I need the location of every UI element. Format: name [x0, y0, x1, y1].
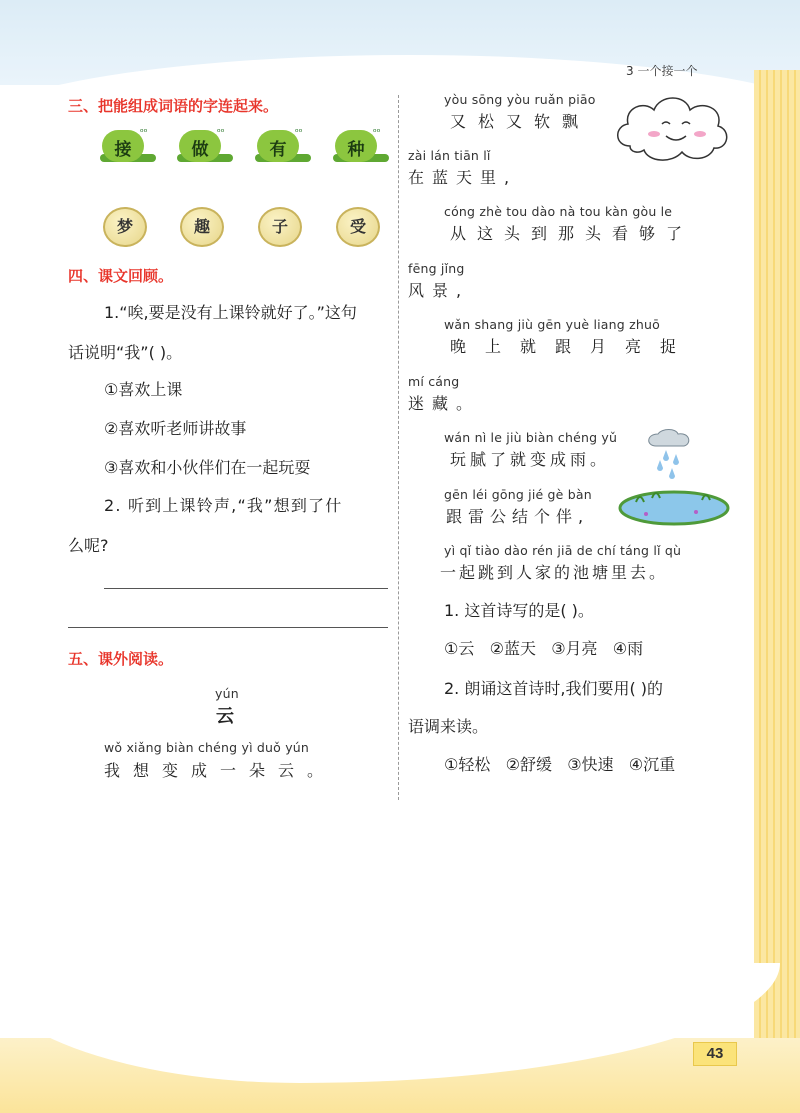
poem-line: 我想变成一朵云。 — [104, 761, 337, 780]
poem-line: 在蓝天里, — [408, 168, 518, 187]
poem-line-pinyin: mí cáng — [408, 374, 460, 389]
page-edge-decoration — [754, 70, 800, 1113]
poem-line: 晚上就跟月亮捉 — [450, 337, 696, 356]
q1-option-2[interactable]: ②喜欢听老师讲故事 — [104, 419, 247, 438]
q1-text-line2: 话说明“我”( )。 — [68, 343, 183, 362]
reading-q2-line1: 2. 朗诵这首诗时,我们要用( )的 — [444, 679, 664, 698]
poem-line-pinyin: gēn léi gōng jié gè bàn — [444, 487, 592, 502]
snail-char-1[interactable]: ᵒᵒ 接 — [100, 126, 158, 166]
reading-q2-options[interactable]: ①轻松 ②舒缓 ③快速 ④沉重 — [444, 755, 676, 774]
coin-char-2[interactable]: 趣 — [180, 207, 224, 247]
coin-char-4[interactable]: 受 — [336, 207, 380, 247]
column-divider — [398, 95, 399, 800]
poem-line-pinyin: zài lán tiān lǐ — [408, 148, 491, 163]
section3-title: 三、把能组成词语的字连起来。 — [68, 97, 279, 115]
poem-line: 迷藏。 — [408, 394, 481, 413]
poem-title-pinyin: yún — [215, 686, 239, 701]
coin-char-1[interactable]: 梦 — [103, 207, 147, 247]
poem-line: 玩腻了就变成雨。 — [450, 450, 611, 469]
poem-line: 又松又软飘 — [450, 112, 591, 131]
snail-char-label: 做 — [191, 140, 209, 160]
section5-title: 五、课外阅读。 — [68, 650, 174, 668]
poem-line-pinyin: yòu sōng yòu ruǎn piāo — [444, 92, 596, 107]
poem-line-pinyin: cóng zhè tou dào nà tou kàn gòu le — [444, 204, 673, 219]
page-number: 43 — [693, 1042, 737, 1066]
poem-line: 风景, — [408, 281, 470, 300]
reading-q2-line2: 语调来读。 — [408, 717, 489, 736]
section4-title: 四、课文回顾。 — [68, 267, 174, 285]
reading-q1-options[interactable]: ①云 ②蓝天 ③月亮 ④雨 — [444, 639, 644, 658]
poem-line-pinyin: yì qǐ tiào dào rén jiā de chí táng lǐ qù — [444, 543, 682, 558]
poem-line-pinyin: wǒ xiǎng biàn chéng yì duǒ yún — [104, 740, 310, 755]
q1-option-3[interactable]: ③喜欢和小伙伴们在一起玩耍 — [104, 458, 311, 477]
answer-line[interactable] — [68, 627, 388, 628]
reading-q1: 1. 这首诗写的是( )。 — [444, 601, 594, 620]
q1-text-line1: 1.“唉,要是没有上课铃就好了。”这句 — [104, 303, 357, 322]
snail-char-3[interactable]: ᵒᵒ 有 — [255, 126, 313, 166]
snail-char-label: 接 — [114, 140, 132, 160]
poem-line: 一起跳到人家的池塘里去。 — [440, 563, 669, 582]
poem-line-pinyin: wán nì le jiù biàn chéng yǔ — [444, 430, 618, 445]
answer-line[interactable] — [104, 588, 388, 589]
q2-text-line1: 2. 听到上课铃声,“我”想到了什 — [104, 496, 343, 515]
snail-char-4[interactable]: ᵒᵒ 种 — [333, 126, 391, 166]
running-title: 3 一个接一个 — [626, 64, 698, 78]
coin-char-3[interactable]: 子 — [258, 207, 302, 247]
poem-title: 云 — [216, 706, 234, 727]
snail-char-label: 种 — [347, 140, 365, 160]
poem-line-pinyin: fēng jǐng — [408, 261, 465, 276]
poem-line: 跟雷公结个伴, — [446, 507, 590, 526]
snail-char-label: 有 — [269, 140, 287, 160]
poem-line-pinyin: wǎn shang jiù gēn yuè liang zhuō — [444, 317, 660, 332]
poem-line: 从这头到那头看够了 — [450, 224, 694, 243]
rain-pond-icon — [616, 428, 736, 528]
smiling-cloud-icon — [610, 88, 734, 166]
q1-option-1[interactable]: ①喜欢上课 — [104, 380, 183, 399]
snail-char-2[interactable]: ᵒᵒ 做 — [177, 126, 235, 166]
q2-text-line2: 么呢? — [68, 536, 109, 555]
